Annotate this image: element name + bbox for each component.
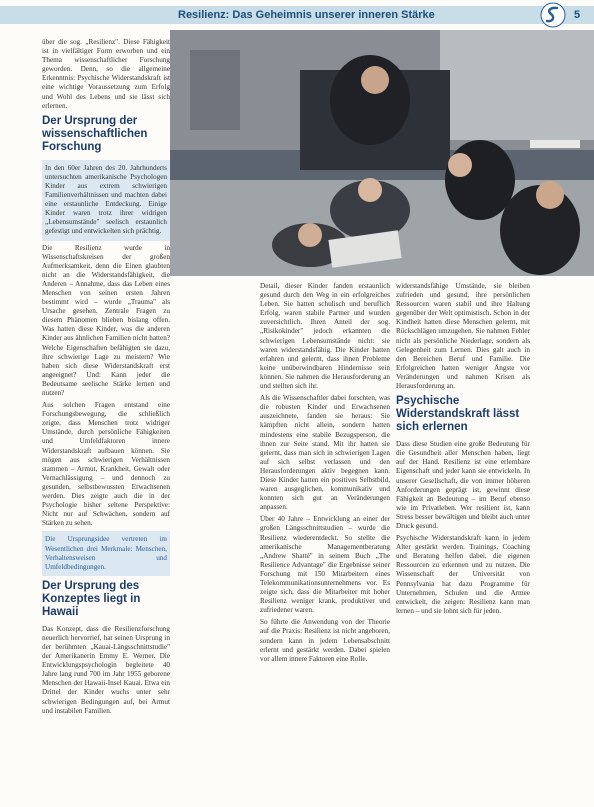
- column-1: [42, 38, 170, 807]
- paragraph: Über 40 Jahre – Entwicklung an einer der großen Längsschnittstudien – wurde die Resilienz wiederentdeckt. So stellte die amerikanische Managementberatung „Andrew Shatté" in seinem Buch „The Resilience Advantage" die Ergebnisse seiner Forschung mit 150 Mitarbeitern eines Telekommunikationsunternehmens vor. Es zeigte sich, dass die Mitarbeiter mit hoher Resilienz weniger krank, produktiver und zufriedener waren.: [260, 515, 390, 615]
- paragraph: Psychische Widerstandskraft kann in jedem Alter gestärkt werden. Trainings, Coaching und Beratung helfen dabei, die eigenen Ressourcen zu erkennen und zu nutzen. Die Wissenschaft der Universität von Pennsylvania hat dazu Programme für Unternehmen, Schulen und die Armee entwickelt, die zeigen: Resilienz kann man lernen – und sie lohnt sich für jeden.: [396, 534, 530, 615]
- column-3: [396, 282, 530, 807]
- family-photo: [170, 30, 594, 276]
- heading-hawaii: Der Ursprung des Konzeptes liegt in Hawaii: [42, 579, 141, 618]
- paragraph: Detail, dieser Kinder fanden erstaunlich gesund durch den Weg in ein erfolgreiches Leben. Sie hatten schulisch und beruflich Erfolg, waren stabile Partner und wurden zuversichtlich. Ihren Anteil der sog. „Risikokinder" jedoch erkannten die schwierigen Lebensumstände nicht: sie waren widerstandsfähig. Die Kinder hatten erfahren und gelernt, dass ihnen Probleme keine unüberwindbaren Hindernisse sein können. Sie nahmen die Herausforderung an und stellten sich ihr.: [260, 282, 390, 391]
- paragraph: Aus solchen Fragen entstand eine Forschungsbewegung, die schließlich zeigte, dass Menschen trotz widriger Umstände, durch persönliche Fähigkeiten und Umfeldfaktoren innere Widerstandskraft aufbauen können. Sie mögen aus schwierigen Verhältnissen stammen – Armut, Krankheit, Gewalt oder Vernachlässigung – und dennoch zu gesunden, selbstbewussten Erwachsenen werden. Dies zeigte auch die in der Psychologie bisher seltene Perspektive: Nicht nur auf Schwächen, sondern auf Stärken zu sehen.: [42, 401, 170, 528]
- logo-icon: [540, 2, 566, 28]
- page-number: 5: [574, 9, 581, 21]
- intro-paragraph: über die sog. „Resilienz". Diese Fähigkeit ist in vielfältiger Form erworben und ein Thema wissenschaftlicher Forschung geworden. Denn, so die allgemeine Erkenntnis: Psychische Widerstandskraft ist eine wichtige Voraussetzung zum Erfolg und Wohl des Lebens und sie lässt sich erlernen.: [42, 38, 170, 110]
- paragraph: Als die Wissenschaftler dabei forschten, was die robusten Kinder und Erwachsenen auszeichnete, fanden sie heraus: Sie kämpften nicht allein, sondern hatten mindestens eine stabile Bezugsperson, die ihnen zur Seite stand. Mit ihr hatten sie gelernt, dass man sich in schwierigen Lagen auf sich selbst verlassen und den Herausforderungen aktiv begegnen kann. Diese Kinder hatten ein positives Selbstbild, waren ausgeglichen, kommunikativ und konnten sich gut an Veränderungen anpassen.: [260, 394, 390, 512]
- column-2: [260, 282, 390, 807]
- heading-scientific-research: Der Ursprung der wissenschaftlichen Forschung: [42, 114, 148, 153]
- paragraph: Dass diese Studien eine große Bedeutung für die Gesundheit aller Menschen haben, liegt auf der Hand. Resilienz ist eine erlernbare Eigenschaft und jeder kann sie entwickeln. In unserer Gesellschaft, die von immer höheren Anforderungen geprägt ist, gewinnt diese Fähigkeit an Bedeutung – im Beruf ebenso wie im Privatleben. Wer resilient ist, kann Stress besser bewältigen und bleibt auch unter Druck gesund.: [396, 440, 530, 530]
- paragraph: widerstandsfähige Umstände, sie bleiben zufrieden und gesund, ihre persönlichen Ressourcen waren stabil und ihre Haltung gegenüber der Welt optimistisch. Schon in der Kindheit hatten diese Menschen gelernt, mit Rückschlägen umzugehen. Sie nahmen Fehler nicht als persönliche Niederlage, sondern als Gelegenheit zum Lernen. Dies galt auch in den Bereichen Beruf und Familie. Die Erfolgreichen hatten weniger Ängste vor Veränderungen und nahmen Krisen als Herausforderung an.: [396, 282, 530, 391]
- paragraph: Das Konzept, dass die Resilienzforschung neuerlich hervorrief, hat seinen Ursprung in der berühmten „Kauai-Längsschnittstudie" der Amerikanerin Emmy E. Werner. Die Entwicklungspsychologin begleitete 40 Jahre lang rund 700 im Jahr 1955 geborene Menschen der Hawaii-Insel Kauai. Etwa ein Drittel der Kinder wuchs unter sehr schwierigen Bedingungen auf, bei Armut und instabilen Familien.: [42, 624, 170, 715]
- paragraph: Die Resilienz wurde in Wissenschaftskreisen der großen Aufmerksamkeit, denn die Einen glaubten nicht an die Widerstandsfähigkeit, die Anderen – Annahme, dass das Leben eines Menschen von seinen ersten Jahren bestimmt wird – wurde „Trauma" als Ursache gesehen. Zentrale Fragen zu diesem Phänomen blieben bislang offen. Was hatten diese Kinder, was die anderen Kinder aus ähnlichen Familien nicht hatten? Welche Eigenschaften befähigten sie dazu, ihre schwierige Lage zu meistern? Wie haben sich diese Widerstandskraft erst angeeignet? Und: Kann jeder die Bedeutsame seelische Stärke lernen und nutzen?: [42, 243, 170, 397]
- info-box-1: In den 60er Jahren des 20. Jahrhunderts untersuchten amerikanische Psychologen Kinder aus extrem schwierigen Familienverhältnissen und machten dabei eine erstaunliche Entdeckung. Einige Kinder waren trotz ihrer widrigen „Lebensumstände" seelisch erstaunlich gefestigt und entwickelten sich prächtig.: [42, 160, 170, 241]
- info-box-2: Die Ursprungsidee vertreten im Wesentlichen drei Merkmale: Menschen, Verhaltensweisen und Umfeldbedingungen.: [42, 531, 170, 575]
- heading-learnable: Psychische Widerstandskraft lässt sich erlernen: [396, 395, 520, 434]
- header-title: Resilienz: Das Geheimnis unserer inneren Stärke: [178, 9, 435, 21]
- paragraph: So führte die Anwendung von der Theorie auf die Praxis: Resilienz ist nicht angeboren, sondern kann in jedem Lebensabschnitt erlernt und gestärkt werden. Dabei spielen vor allem innere Faktoren eine Rolle.: [260, 618, 390, 663]
- page-header: [0, 0, 594, 30]
